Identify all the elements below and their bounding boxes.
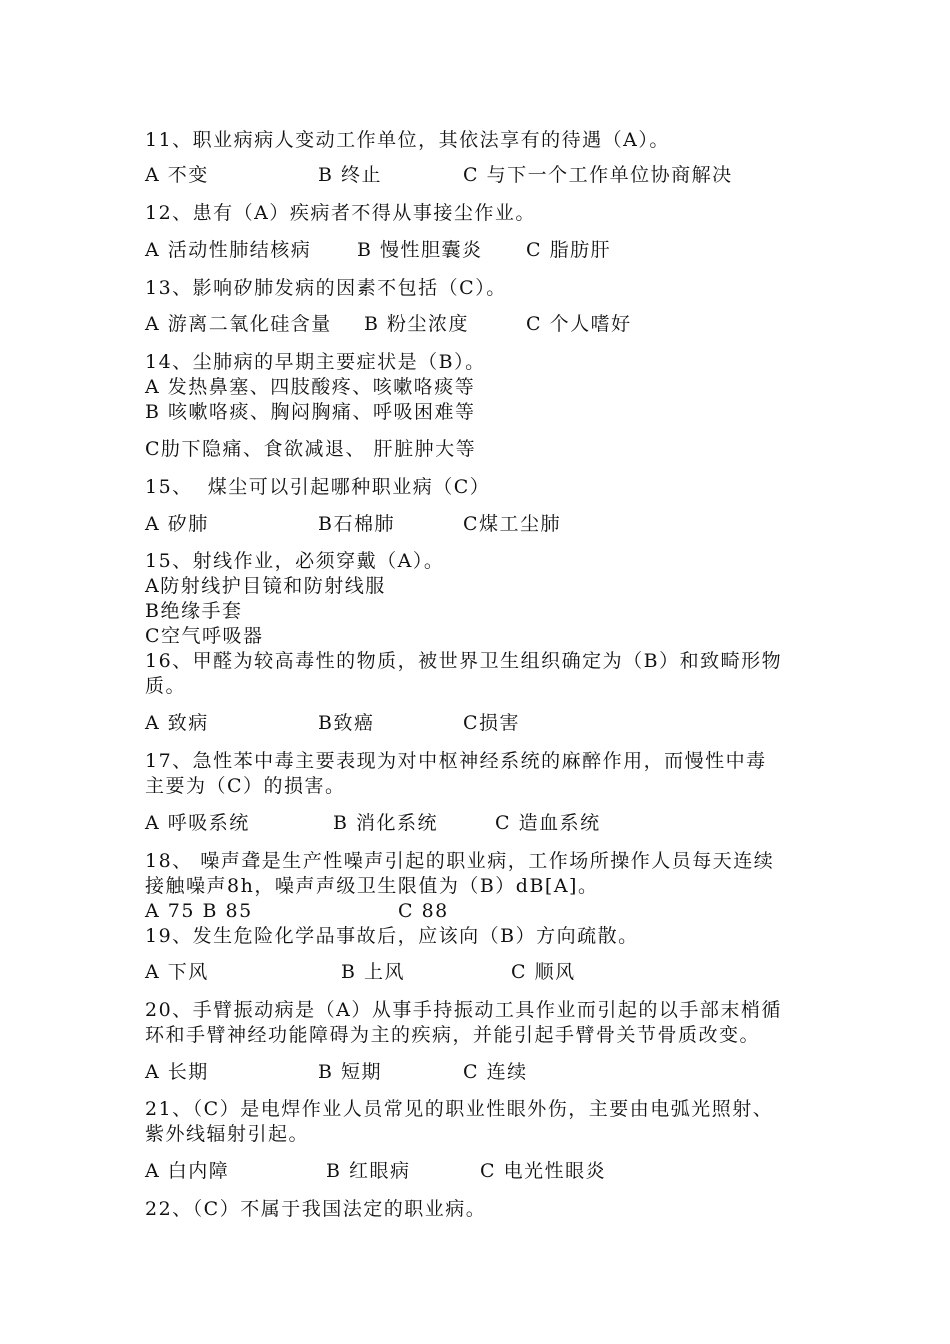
question-22: 22、（C）不属于我国法定的职业病。	[145, 1198, 487, 1220]
question-16-cont: 质。	[145, 675, 187, 697]
option-c: C 个人嗜好	[526, 313, 632, 335]
option-a: A 矽肺	[145, 513, 209, 535]
option-a: A防射线护目镜和防射线服	[145, 575, 386, 597]
question-21: 21、（C）是电焊作业人员常见的职业性眼外伤，主要由电弧光照射、	[145, 1098, 774, 1120]
option-a: A 游离二氧化硅含量	[145, 313, 332, 335]
option-b: B 终止	[318, 164, 383, 186]
option-a-b: A 75 B 85	[145, 900, 253, 922]
option-b: B 消化系统	[333, 812, 439, 834]
question-13: 13、影响矽肺发病的因素不包括（C）。	[145, 277, 507, 299]
question-16: 16、甲醛为较高毒性的物质，被世界卫生组织确定为（B）和致畸形物	[145, 650, 783, 672]
option-c: C 造血系统	[495, 812, 601, 834]
option-a: A 活动性肺结核病	[145, 239, 312, 261]
option-b: B 短期	[318, 1061, 383, 1083]
option-c: C煤工尘肺	[463, 513, 562, 535]
question-18: 18、 噪声聋是生产性噪声引起的职业病，工作场所操作人员每天连续	[145, 850, 775, 872]
question-15b: 15、射线作业，必须穿戴（A）。	[145, 550, 445, 572]
option-a: A 发热鼻塞、四肢酸疼、咳嗽咯痰等	[145, 376, 476, 398]
option-a: A 白内障	[145, 1160, 230, 1182]
option-c: C 与下一个工作单位协商解决	[463, 164, 733, 186]
question-15a: 15、 煤尘可以引起哪种职业病（C）	[145, 476, 491, 498]
question-21-cont: 紫外线辐射引起。	[145, 1123, 310, 1145]
question-11: 11、职业病病人变动工作单位，其依法享有的待遇（A）。	[145, 129, 670, 151]
question-20-cont: 环和手臂神经功能障碍为主的疾病，并能引起手臂骨关节骨质改变。	[145, 1024, 761, 1046]
option-c: C 电光性眼炎	[480, 1160, 607, 1182]
option-c: C肋下隐痛、食欲减退、 肝脏肿大等	[145, 438, 477, 460]
option-c: C损害	[463, 712, 521, 734]
option-c: C 顺风	[511, 961, 576, 983]
option-a: A 致病	[145, 712, 209, 734]
question-14: 14、尘肺病的早期主要症状是（B）。	[145, 351, 486, 373]
option-c: C 连续	[463, 1061, 528, 1083]
option-a: A 不变	[145, 164, 209, 186]
option-b: B 上风	[341, 961, 406, 983]
option-b: B 红眼病	[326, 1160, 411, 1182]
question-12: 12、患有（A）疾病者不得从事接尘作业。	[145, 202, 536, 224]
option-b: B石棉肺	[318, 513, 395, 535]
option-a: A 长期	[145, 1061, 209, 1083]
question-19: 19、发生危险化学品事故后，应该向（B）方向疏散。	[145, 925, 639, 947]
option-b: B绝缘手套	[145, 600, 243, 622]
option-b: B致癌	[318, 712, 375, 734]
option-c: C 88	[398, 900, 449, 922]
option-c: C空气呼吸器	[145, 625, 264, 647]
option-b: B 慢性胆囊炎	[357, 239, 483, 261]
option-b: B 粉尘浓度	[364, 313, 470, 335]
question-17: 17、急性苯中毒主要表现为对中枢神经系统的麻醉作用，而慢性中毒	[145, 750, 767, 772]
question-17-cont: 主要为（C）的损害。	[145, 775, 346, 797]
option-a: A 下风	[145, 961, 209, 983]
question-18-cont: 接触噪声8h，噪声声级卫生限值为（B）dB[A]。	[145, 875, 599, 897]
option-b: B 咳嗽咯痰、胸闷胸痛、呼吸困难等	[145, 401, 476, 423]
option-a: A 呼吸系统	[145, 812, 250, 834]
question-20: 20、手臂振动病是（A）从事手持振动工具作业而引起的以手部末梢循	[145, 999, 782, 1021]
option-c: C 脂肪肝	[526, 239, 612, 261]
